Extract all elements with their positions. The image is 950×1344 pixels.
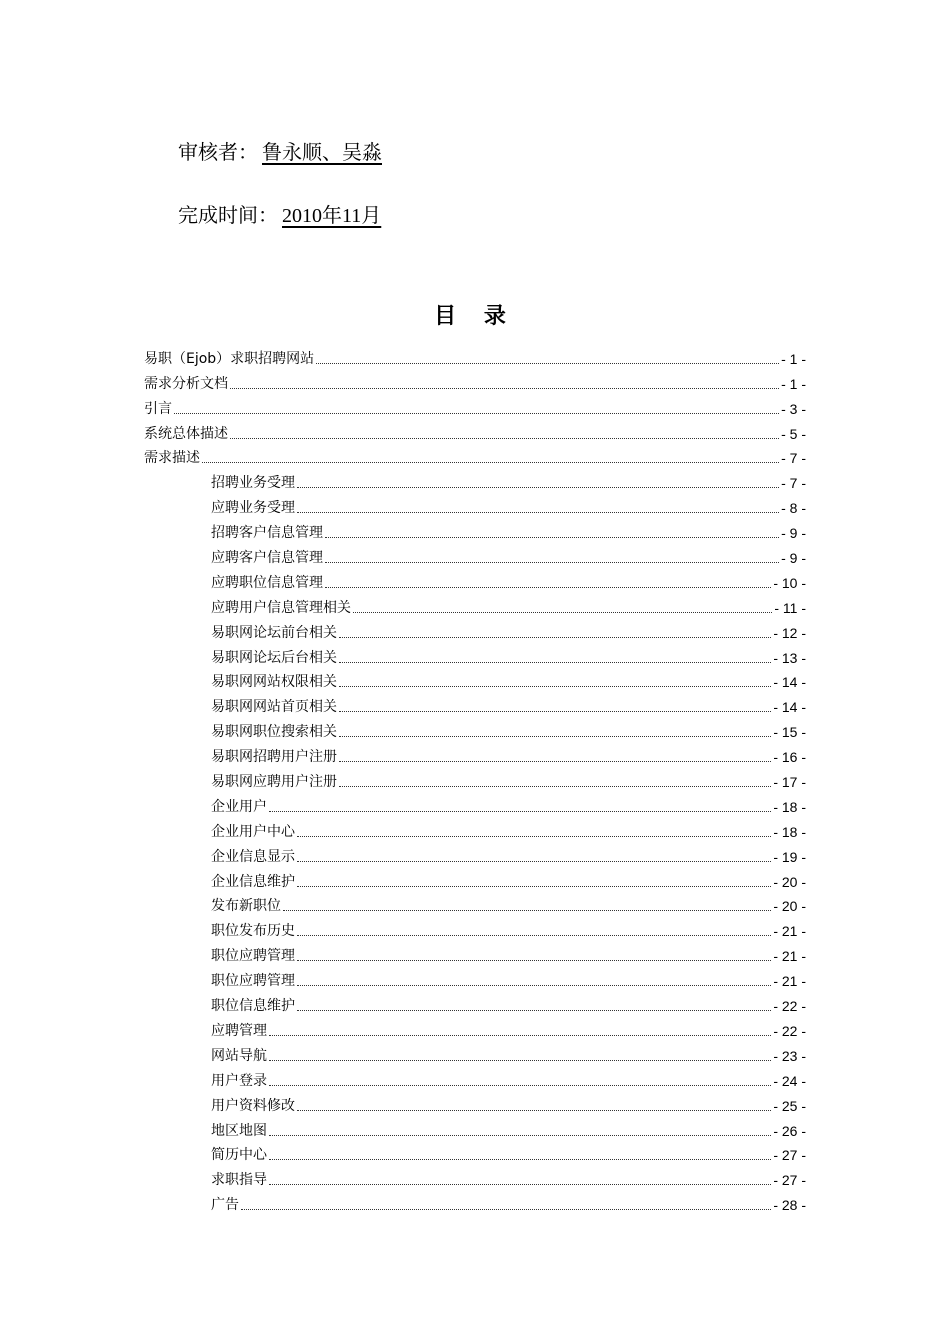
toc-entry-page: - 21 -: [773, 923, 806, 940]
toc-dot-leader: [339, 736, 771, 737]
toc-entry[interactable]: [144, 940, 806, 965]
toc-entry-title: 职位发布历史: [211, 923, 295, 940]
toc-entry-page: - 26 -: [773, 1122, 806, 1139]
toc-entry[interactable]: [144, 542, 806, 567]
toc-entry-title: 企业用户中心: [211, 823, 295, 840]
toc-entry-title: 易职网网站权限相关: [211, 674, 337, 691]
toc-entry-title: 企业信息显示: [211, 848, 295, 865]
toc-dot-leader: [230, 438, 779, 439]
toc-entry[interactable]: [144, 1015, 806, 1040]
toc-entry-page: - 27 -: [773, 1147, 806, 1164]
toc-dot-leader: [283, 910, 771, 911]
toc-entry[interactable]: [144, 766, 806, 791]
toc-entry[interactable]: [144, 1189, 806, 1214]
toc-entry-page: - 15 -: [773, 724, 806, 741]
toc-entry[interactable]: [144, 368, 806, 393]
toc-dot-leader: [316, 363, 779, 364]
toc-entry-title: 招聘业务受理: [211, 475, 295, 492]
toc-entry[interactable]: [144, 467, 806, 492]
toc-entry-page: - 11 -: [774, 599, 806, 616]
reviewer-value: 鲁永顺、吴淼: [262, 142, 382, 164]
toc-entry[interactable]: [144, 567, 806, 592]
toc-dot-leader: [297, 1110, 771, 1111]
toc-dot-leader: [339, 662, 771, 663]
toc-entry-title: 招聘客户信息管理: [211, 525, 323, 542]
toc-entry-page: - 25 -: [773, 1097, 806, 1114]
toc-entry-page: - 24 -: [773, 1072, 806, 1089]
toc-entry[interactable]: [144, 343, 806, 368]
toc-entry-title: 发布新职位: [211, 898, 281, 915]
toc-dot-leader: [297, 886, 771, 887]
toc-entry-title: 引言: [144, 400, 172, 417]
toc-dot-leader: [297, 836, 771, 837]
toc-entry-page: - 9 -: [781, 525, 806, 542]
toc-entry-page: - 19 -: [773, 848, 806, 865]
toc-entry-title: 广告: [211, 1197, 239, 1214]
toc-entry-title: 网站导航: [211, 1047, 267, 1064]
toc-entry[interactable]: [144, 443, 806, 468]
toc-entry[interactable]: [144, 841, 806, 866]
toc-entry[interactable]: [144, 1040, 806, 1065]
toc-entry[interactable]: [144, 592, 806, 617]
toc-entry[interactable]: [144, 816, 806, 841]
toc-dot-leader: [269, 1060, 771, 1061]
toc-entry-title: 易职网论坛后台相关: [211, 649, 337, 666]
toc-entry-title: 易职网应聘用户注册: [211, 774, 337, 791]
toc-entry[interactable]: [144, 891, 806, 916]
toc-entry[interactable]: [144, 667, 806, 692]
toc-entry-page: - 20 -: [773, 898, 806, 915]
toc-entry-page: - 7 -: [781, 475, 806, 492]
toc-dot-leader: [339, 711, 771, 712]
toc-entry[interactable]: [144, 741, 806, 766]
toc-entry-page: - 8 -: [781, 500, 806, 517]
toc-dot-leader: [325, 537, 779, 538]
toc-entry[interactable]: [144, 517, 806, 542]
toc-title: 目 录: [434, 304, 516, 329]
toc-entry-page: - 28 -: [773, 1197, 806, 1214]
toc-dot-leader: [339, 786, 771, 787]
toc-dot-leader: [269, 1184, 771, 1185]
toc-entry[interactable]: [144, 492, 806, 517]
toc-dot-leader: [269, 1135, 771, 1136]
toc-dot-leader: [353, 612, 772, 613]
toc-dot-leader: [325, 562, 779, 563]
toc-entry[interactable]: [144, 1164, 806, 1189]
toc-entry-page: - 22 -: [773, 1022, 806, 1039]
toc-entry-title: 应聘业务受理: [211, 500, 295, 517]
toc-entry-page: - 13 -: [773, 649, 806, 666]
table-of-contents: [144, 343, 806, 1214]
toc-entry-page: - 17 -: [773, 774, 806, 791]
toc-entry-page: - 16 -: [773, 749, 806, 766]
toc-entry[interactable]: [144, 965, 806, 990]
toc-dot-leader: [297, 861, 771, 862]
toc-entry[interactable]: [144, 1090, 806, 1115]
toc-entry-page: - 1 -: [781, 375, 806, 392]
toc-entry[interactable]: [144, 617, 806, 642]
toc-entry[interactable]: [144, 716, 806, 741]
toc-entry-page: - 10 -: [773, 574, 806, 591]
toc-entry-title: 职位信息维护: [211, 998, 295, 1015]
toc-dot-leader: [339, 637, 771, 638]
toc-entry-title: 应聘管理: [211, 1022, 267, 1039]
toc-entry-title: 易职（Ejob）求职招聘网站: [144, 350, 315, 367]
toc-entry-title: 应聘职位信息管理: [211, 574, 323, 591]
toc-entry-page: - 20 -: [773, 873, 806, 890]
toc-entry-page: - 5 -: [781, 425, 806, 442]
toc-entry-title: 求职指导: [211, 1172, 267, 1189]
toc-entry-title: 用户资料修改: [211, 1097, 295, 1114]
toc-entry-title: 用户登录: [211, 1072, 267, 1089]
toc-entry[interactable]: [144, 915, 806, 940]
toc-entry-page: - 9 -: [781, 550, 806, 567]
toc-entry-page: - 14 -: [773, 674, 806, 691]
reviewer-row: [178, 136, 386, 165]
toc-entry[interactable]: [144, 691, 806, 716]
toc-entry-title: 易职网职位搜索相关: [211, 724, 337, 741]
toc-dot-leader: [339, 761, 771, 762]
toc-dot-leader: [297, 985, 771, 986]
completion-date-row: [178, 199, 385, 228]
toc-dot-leader: [297, 960, 771, 961]
toc-entry-page: - 1 -: [781, 350, 806, 367]
toc-entry-page: - 21 -: [773, 973, 806, 990]
toc-entry[interactable]: [144, 642, 806, 667]
toc-entry-page: - 21 -: [773, 948, 806, 965]
toc-dot-leader: [269, 811, 771, 812]
toc-entry-page: - 7 -: [781, 450, 806, 467]
toc-entry-page: - 23 -: [773, 1047, 806, 1064]
toc-entry[interactable]: [144, 866, 806, 891]
toc-entry[interactable]: [144, 418, 806, 443]
toc-entry-title: 简历中心: [211, 1147, 267, 1164]
toc-dot-leader: [269, 1035, 771, 1036]
toc-dot-leader: [297, 1010, 771, 1011]
toc-entry-title: 企业用户: [211, 798, 267, 815]
toc-entry-title: 应聘客户信息管理: [211, 550, 323, 567]
toc-entry[interactable]: [144, 791, 806, 816]
toc-entry-title: 易职网论坛前台相关: [211, 624, 337, 641]
toc-entry-page: - 27 -: [773, 1172, 806, 1189]
toc-entry-title: 需求描述: [144, 450, 200, 467]
toc-dot-leader: [297, 935, 771, 936]
toc-entry-title: 职位应聘管理: [211, 948, 295, 965]
toc-entry-title: 需求分析文档: [144, 375, 228, 392]
toc-entry-title: 企业信息维护: [211, 873, 295, 890]
toc-entry-title: 易职网网站首页相关: [211, 699, 337, 716]
toc-dot-leader: [241, 1209, 771, 1210]
toc-entry-title: 职位应聘管理: [211, 973, 295, 990]
toc-dot-leader: [202, 462, 779, 463]
toc-entry[interactable]: [144, 1115, 806, 1140]
toc-entry[interactable]: [144, 990, 806, 1015]
toc-entry-title: 系统总体描述: [144, 425, 228, 442]
toc-dot-leader: [269, 1085, 771, 1086]
toc-entry-title: 易职网招聘用户注册: [211, 749, 337, 766]
completion-date-value: 2010年11月: [282, 205, 382, 227]
toc-entry[interactable]: [144, 1140, 806, 1165]
toc-dot-leader: [325, 587, 771, 588]
toc-entry[interactable]: [144, 393, 806, 418]
toc-dot-leader: [297, 512, 779, 513]
toc-entry-page: - 3 -: [781, 400, 806, 417]
toc-dot-leader: [230, 388, 779, 389]
toc-entry[interactable]: [144, 1065, 806, 1090]
toc-entry-title: 应聘用户信息管理相关: [211, 599, 351, 616]
completion-date-label: 完成时间：: [178, 203, 278, 227]
toc-dot-leader: [174, 413, 779, 414]
toc-dot-leader: [297, 487, 779, 488]
toc-dot-leader: [269, 1159, 771, 1160]
toc-entry-page: - 22 -: [773, 998, 806, 1015]
toc-entry-page: - 12 -: [773, 624, 806, 641]
toc-entry-page: - 18 -: [773, 798, 806, 815]
toc-entry-page: - 18 -: [773, 823, 806, 840]
toc-entry-page: - 14 -: [773, 699, 806, 716]
toc-entry-title: 地区地图: [211, 1122, 267, 1139]
reviewer-label: 审核者：: [178, 140, 258, 164]
toc-dot-leader: [339, 686, 771, 687]
